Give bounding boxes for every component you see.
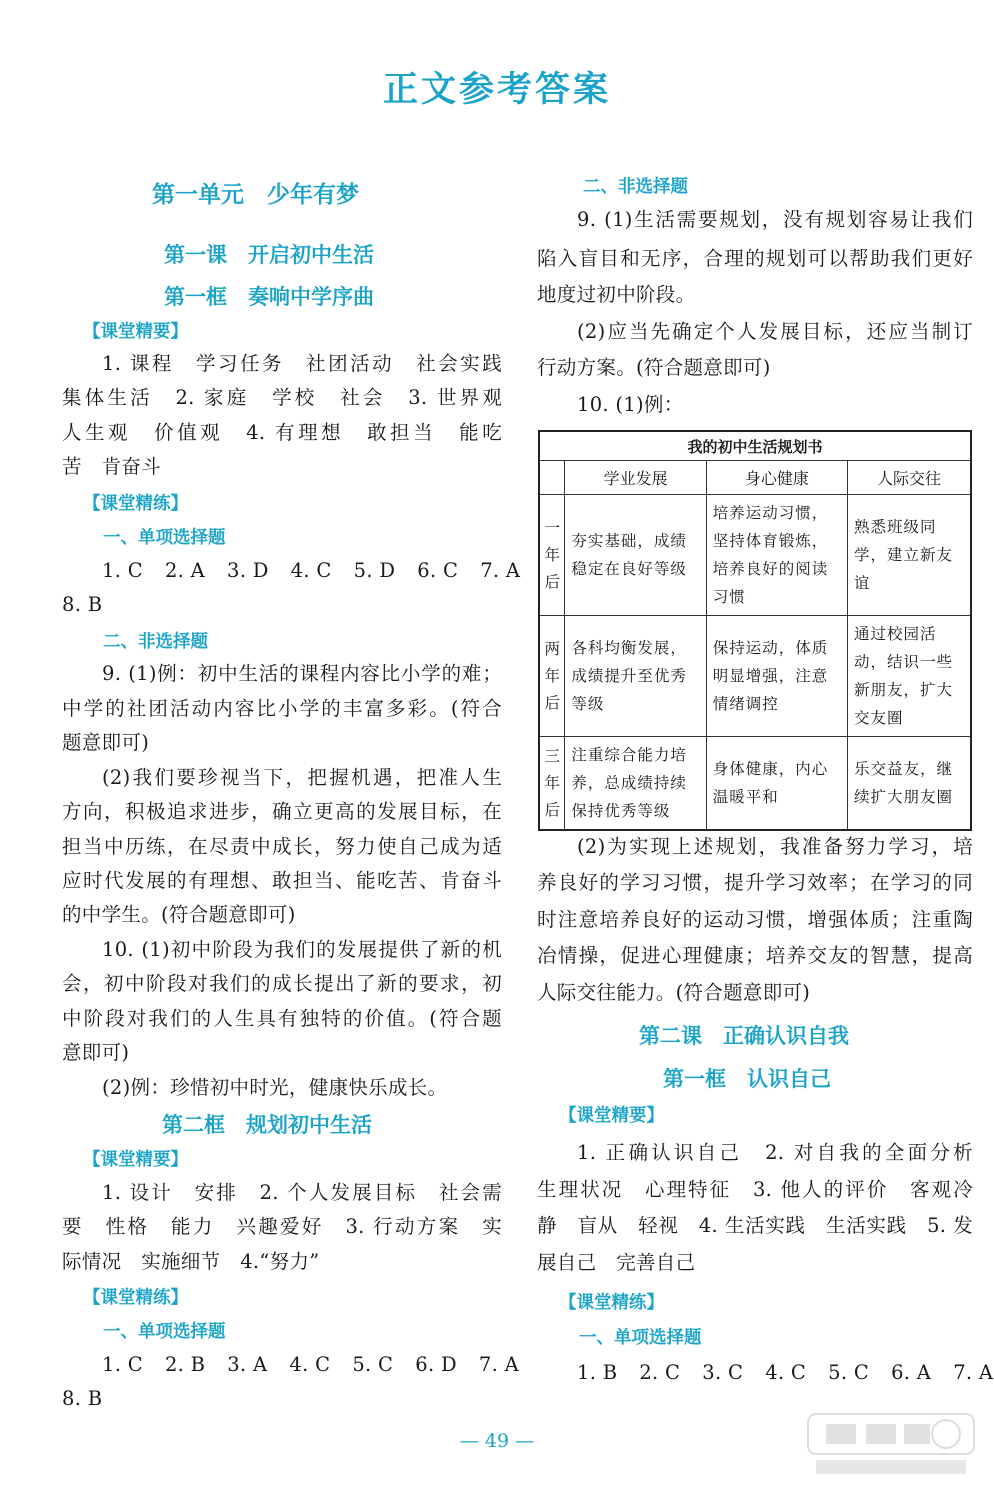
table-cell: 培养运动习惯，坚持体育锻炼，培养良好的阅读习惯 xyxy=(706,495,847,616)
section-tag: 【课堂精练】 xyxy=(83,494,188,514)
text-line: 担当中历练，在尽责中成长，努力使自己成为适 xyxy=(62,835,502,858)
text-line: 方向，积极追求进步，确立更高的发展目标，在 xyxy=(62,800,502,823)
mc-answer: 1. B xyxy=(577,1361,618,1384)
row-header: 一 年 后 xyxy=(539,495,565,616)
mc-answer: 7. A xyxy=(953,1361,994,1384)
mc-answer: 5. C xyxy=(352,1353,394,1376)
table-row xyxy=(539,616,971,737)
mc-answer: 1. C xyxy=(102,559,143,582)
text-line: 10. (1)例： xyxy=(577,393,684,416)
text-line: 际情况 实施细节 4.“努力” xyxy=(62,1250,320,1273)
text-line: 人际交往能力。(符合题意即可) xyxy=(537,981,811,1004)
text-line: 苦 肯奋斗 xyxy=(62,455,162,478)
mc-answer: 8. B xyxy=(62,1387,103,1410)
text-line: 集体生活 2. 家庭 学校 社会 3. 世界观 xyxy=(62,386,502,409)
mc-answers xyxy=(62,1350,519,1380)
frame-heading: 第一框 奏响中学序曲 xyxy=(164,285,374,309)
text-line: 9. (1)生活需要规划，没有规划容易让我们 xyxy=(577,208,973,231)
mc-answer: 1. C xyxy=(102,1353,143,1376)
plan-table xyxy=(538,430,972,831)
mc-answer: 5. C xyxy=(828,1361,870,1384)
mc-answer: 3. C xyxy=(702,1361,744,1384)
text-line: 1. 设计 安排 2. 个人发展目标 社会需 xyxy=(102,1181,502,1204)
table-cell: 保持运动，体质明显增强，注意情绪调控 xyxy=(706,616,847,737)
text-line: 地度过初中阶段。 xyxy=(537,283,696,306)
table-cell: 各科均衡发展，成绩提升至优秀等级 xyxy=(565,616,706,737)
text-line: 养良好的学习习惯，提升学习效率；在学习的同 xyxy=(537,871,973,894)
text-line: (2)例：珍惜初中时光，健康快乐成长。 xyxy=(102,1076,448,1099)
question-type: 一、单项选择题 xyxy=(103,528,226,548)
question-type: 一、单项选择题 xyxy=(579,1328,702,1348)
table-cell: 注重综合能力培养，总成绩持续保持优秀等级 xyxy=(565,737,706,831)
section-tag: 【课堂精要】 xyxy=(559,1106,664,1126)
text-line: 陷入盲目和无序，合理的规划可以帮助我们更好 xyxy=(537,247,973,270)
text-line: 行动方案。(符合题意即可) xyxy=(537,356,771,379)
mc-answer: 4. C xyxy=(289,1353,331,1376)
mc-answer: 6. C xyxy=(417,559,459,582)
text-line: 应时代发展的有理想、敢担当、能吃苦、肯奋斗 xyxy=(62,869,502,892)
section-tag: 【课堂精要】 xyxy=(83,322,188,342)
text-line: 生理状况 心理特征 3. 他人的评价 客观冷 xyxy=(537,1178,973,1201)
unit-heading: 第一单元 少年有梦 xyxy=(152,182,359,208)
mc-answer: 2. B xyxy=(164,1353,206,1376)
text-line: 冶情操，促进心理健康；培养交友的智慧，提高 xyxy=(537,944,973,967)
text-line: 的中学生。(符合题意即可) xyxy=(62,903,296,926)
page-number: — 49 — xyxy=(459,1430,535,1452)
text-line: (2)应当先确定个人发展目标，还应当制订 xyxy=(577,320,973,343)
row-header: 三 年 后 xyxy=(539,737,565,831)
text-line: 中学的社团活动内容比小学的丰富多彩。(符合 xyxy=(62,697,502,720)
section-tag: 【课堂精练】 xyxy=(83,1288,188,1308)
mc-answer: 6. D xyxy=(415,1353,457,1376)
text-line: 1. 课程 学习任务 社团活动 社会实践 xyxy=(102,352,502,375)
row-header: 两 年 后 xyxy=(539,616,565,737)
mc-answer: 3. D xyxy=(227,559,269,582)
text-line: 题意即可) xyxy=(62,731,150,754)
text-line: 时注意培养良好的运动习惯，增强体质；注重陶 xyxy=(537,908,973,931)
text-line: 静 盲从 轻视 4. 生活实践 生活实践 5. 发 xyxy=(537,1214,973,1237)
question-type: 一、单项选择题 xyxy=(103,1322,226,1342)
mc-answer: 2. C xyxy=(639,1361,681,1384)
table-cell: 乐交益友，继续扩大朋友圈 xyxy=(848,737,971,831)
question-type: 二、非选择题 xyxy=(583,177,688,197)
mc-answer: 2. A xyxy=(164,559,206,582)
section-tag: 【课堂精要】 xyxy=(83,1150,188,1170)
text-line: 人生观 价值观 4. 有理想 敢担当 能吃 xyxy=(62,421,502,444)
table-cell: 身体健康，内心温暖平和 xyxy=(706,737,847,831)
mc-answer: 6. A xyxy=(891,1361,932,1384)
mc-answer: 3. A xyxy=(227,1353,268,1376)
table-corner xyxy=(539,461,565,495)
text-line: 展自己 完善自己 xyxy=(537,1251,696,1274)
table-row xyxy=(539,737,971,831)
frame-heading: 第一框 认识自己 xyxy=(663,1067,831,1091)
question-type: 二、非选择题 xyxy=(103,632,208,652)
watermark-logo xyxy=(806,1412,976,1478)
frame-heading: 第二框 规划初中生活 xyxy=(162,1113,372,1137)
mc-answer: 4. C xyxy=(290,559,332,582)
text-line: (2)为实现上述规划，我准备努力学习，培 xyxy=(577,835,973,858)
mc-answer: 7. A xyxy=(478,1353,519,1376)
text-line: 会，初中阶段对我们的成长提出了新的要求，初 xyxy=(62,972,502,995)
table-caption: 我的初中生活规划书 xyxy=(539,431,971,461)
mc-answers xyxy=(537,1358,993,1388)
text-line: 要 性格 能力 兴趣爱好 3. 行动方案 实 xyxy=(62,1215,502,1238)
table-cell: 夯实基础，成绩稳定在良好等级 xyxy=(565,495,706,616)
text-line: (2)我们要珍视当下，把握机遇，把准人生 xyxy=(102,766,502,789)
table-column-header: 人际交往 xyxy=(848,461,971,495)
text-line: 9. (1)例：初中生活的课程内容比小学的难； xyxy=(102,662,502,685)
table-column-header: 身心健康 xyxy=(706,461,847,495)
text-line: 中阶段对我们的人生具有独特的价值。(符合题 xyxy=(62,1007,502,1030)
mc-answer: 5. D xyxy=(353,559,396,582)
table-cell: 通过校园活动，结识一些新朋友，扩大交友圈 xyxy=(848,616,971,737)
mc-answer: 4. C xyxy=(765,1361,807,1384)
mc-answer: 8. B xyxy=(62,593,103,616)
page-title: 正文参考答案 xyxy=(382,70,611,110)
lesson-heading: 第一课 开启初中生活 xyxy=(164,243,374,267)
text-line: 10. (1)初中阶段为我们的发展提供了新的机 xyxy=(102,938,502,961)
section-tag: 【课堂精练】 xyxy=(559,1293,664,1313)
table-cell: 熟悉班级同学，建立新友谊 xyxy=(848,495,971,616)
mc-answer: 7. A xyxy=(480,559,521,582)
table-column-header: 学业发展 xyxy=(565,461,706,495)
table-row xyxy=(539,495,971,616)
text-line: 意即可) xyxy=(62,1041,130,1064)
text-line: 1. 正确认识自己 2. 对自我的全面分析 xyxy=(577,1141,973,1164)
lesson-heading: 第二课 正确认识自我 xyxy=(639,1024,849,1048)
mc-answers xyxy=(62,556,520,586)
